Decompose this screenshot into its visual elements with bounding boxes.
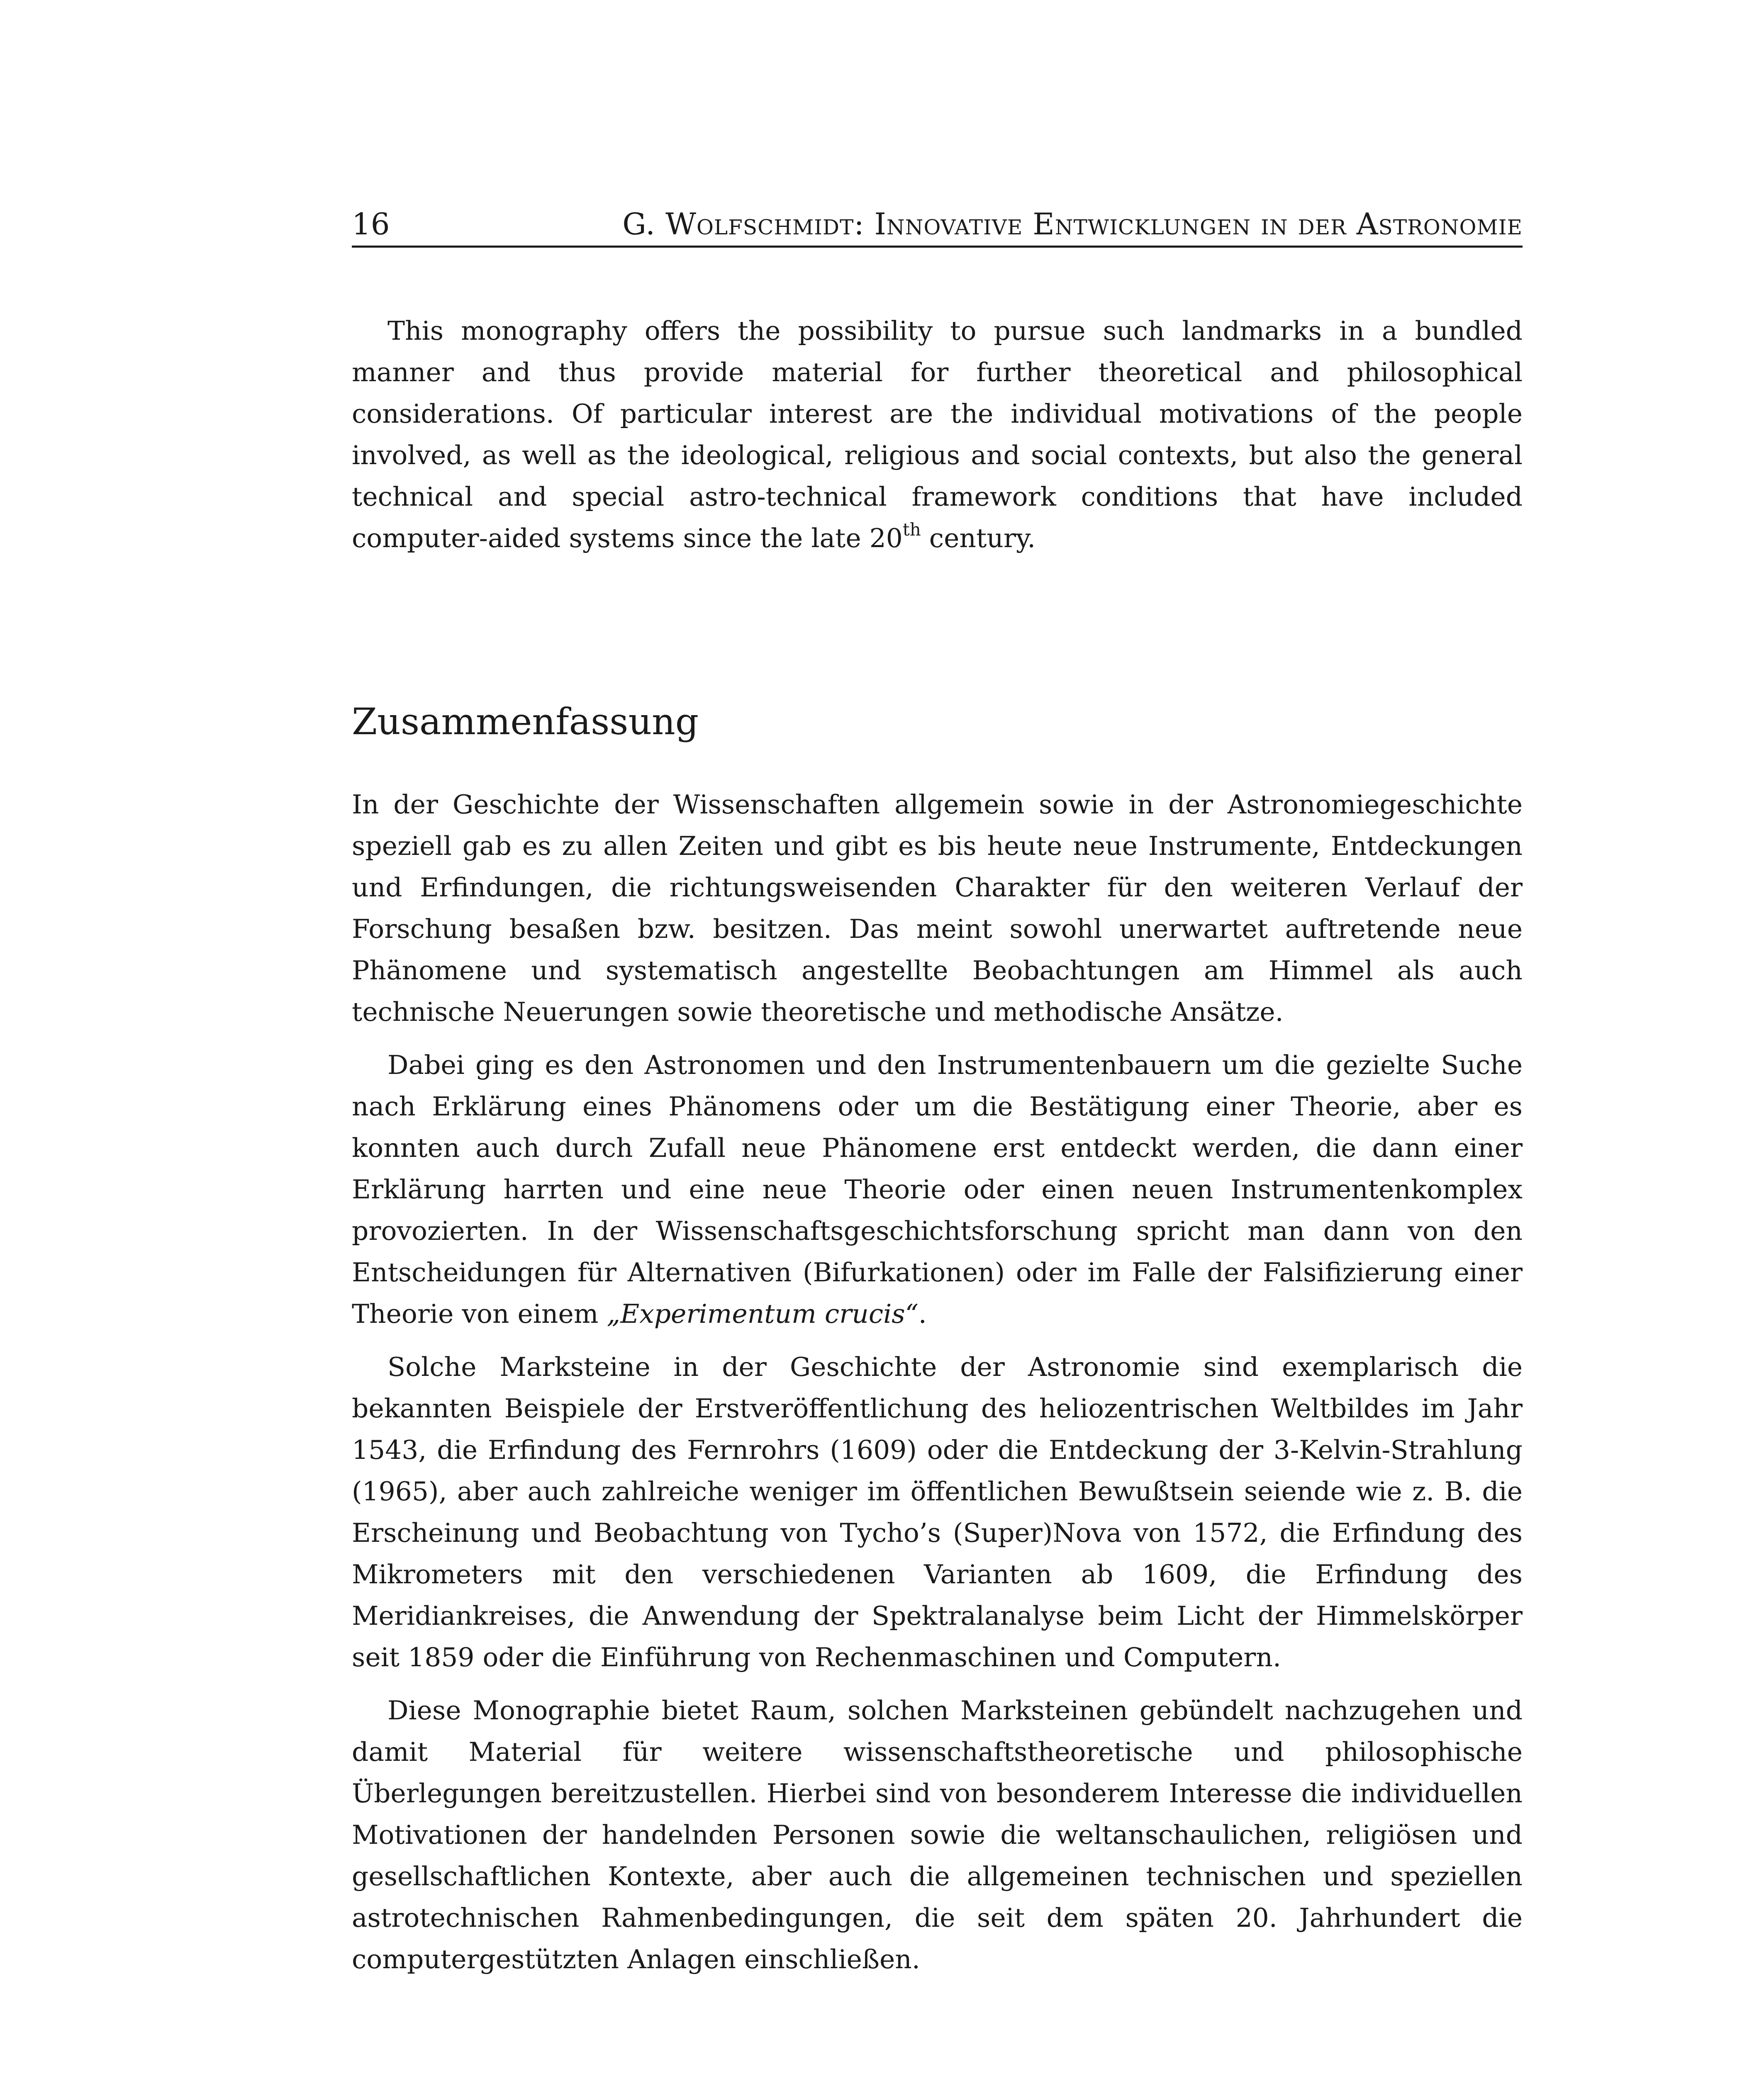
experimentum-crucis-quote: „Experimentum crucis“ [607,1299,919,1329]
german-paragraph-1: In der Geschichte der Wissenschaften allgemein sowie in der Astronomiegeschichte speziell gab es zu allen Zeiten und gibt es bis heute neue Instrumente, Entdeckungen und Erfindungen, die richtungsweisenden Charakter für den weiteren Verlauf der Forschung besaßen bzw. besitzen. Das meint sowohl unerwartet auftretende neue Phänomene und systematisch angestellte Beobachtungen am Himmel als auch technische Neuerungen sowie theoretische und methodische Ansätze. [352,789,1523,1027]
german-paragraph-3: Solche Marksteine in der Geschichte der Astronomie sind exemplarisch die bekannten Beispiele der Erstveröffentlichung des heliozentrischen Weltbildes im Jahr 1543, die Erfindung des Fernrohrs (1609) oder die Entdeckung der 3-Kelvin-Strahlung (1965), aber auch zahlreiche weniger im öffentlichen Bewußtsein seiende wie z. B. die Erscheinung und Beobachtung von Tycho’s (Super)Nova von 1572, die Erfindung des Mikrometers mit den verschiedenen Varianten ab 1609, die Erfindung des Meridiankreises, die Anwendung der Spektralanalyse beim Licht der Himmelskörper seit 1859 oder die Einführung von Rechenmaschinen und Computern. [352,1352,1523,1672]
english-text-end: century. [921,523,1036,553]
english-abstract [352,310,1523,559]
english-paragraph [352,310,1523,559]
section-heading: Zusammenfassung [352,700,699,743]
superscript-th: th [902,519,921,540]
german-abstract [352,784,1523,1980]
english-text: This monography offers the possibility to pursue such landmarks in a bundled manner and thus provide material for further theoretical and philosophical considerations. Of particular interest are the individual motivations of the people involved, as well as the ideological, religious and social contexts, but also the general technical and special astro-technical framework conditions that have included computer-aided systems since the late 20 [352,316,1523,553]
german-paragraph-2-text: Dabei ging es den Astronomen und den Instrumentenbauern um die gezielte Suche nach Erklärung eines Phänomens oder um die Bestätigung einer Theorie, aber es konnten auch durch Zufall neue Phänomene erst entdeckt werden, die dann einer Erklärung harrten und eine neue Theorie oder einen neuen Instrumentenkomplex provozierten. In der Wissenschaftsgeschichtsforschung spricht man dann von den Entscheidungen für Alternativen (Bifurkationen) oder im Falle der Falsifizierung einer Theorie von einem [352,1050,1523,1329]
german-paragraph-2 [352,1044,1523,1335]
running-header [352,202,1523,248]
german-paragraph-2-end: . [918,1299,927,1329]
page-number: 16 [352,207,390,241]
document-page [352,0,1523,2074]
running-title: G. Wolfschmidt: Innovative Entwicklungen in der Astronomie [622,207,1523,241]
german-paragraph-4: Diese Monographie bietet Raum, solchen Marksteinen gebündelt nachzugehen und damit Material für weitere wissenschaftstheoretische und philosophische Überlegungen bereitzustellen. Hierbei sind von besonderem Interesse die individuellen Motivationen der handelnden Personen sowie die weltanschaulichen, religiösen und gesellschaftlichen Kontexte, aber auch die allgemeinen technischen und speziellen astrotechnischen Rahmenbedingungen, die seit dem späten 20. Jahrhundert die computergestützten Anlagen einschließen. [352,1695,1523,1974]
